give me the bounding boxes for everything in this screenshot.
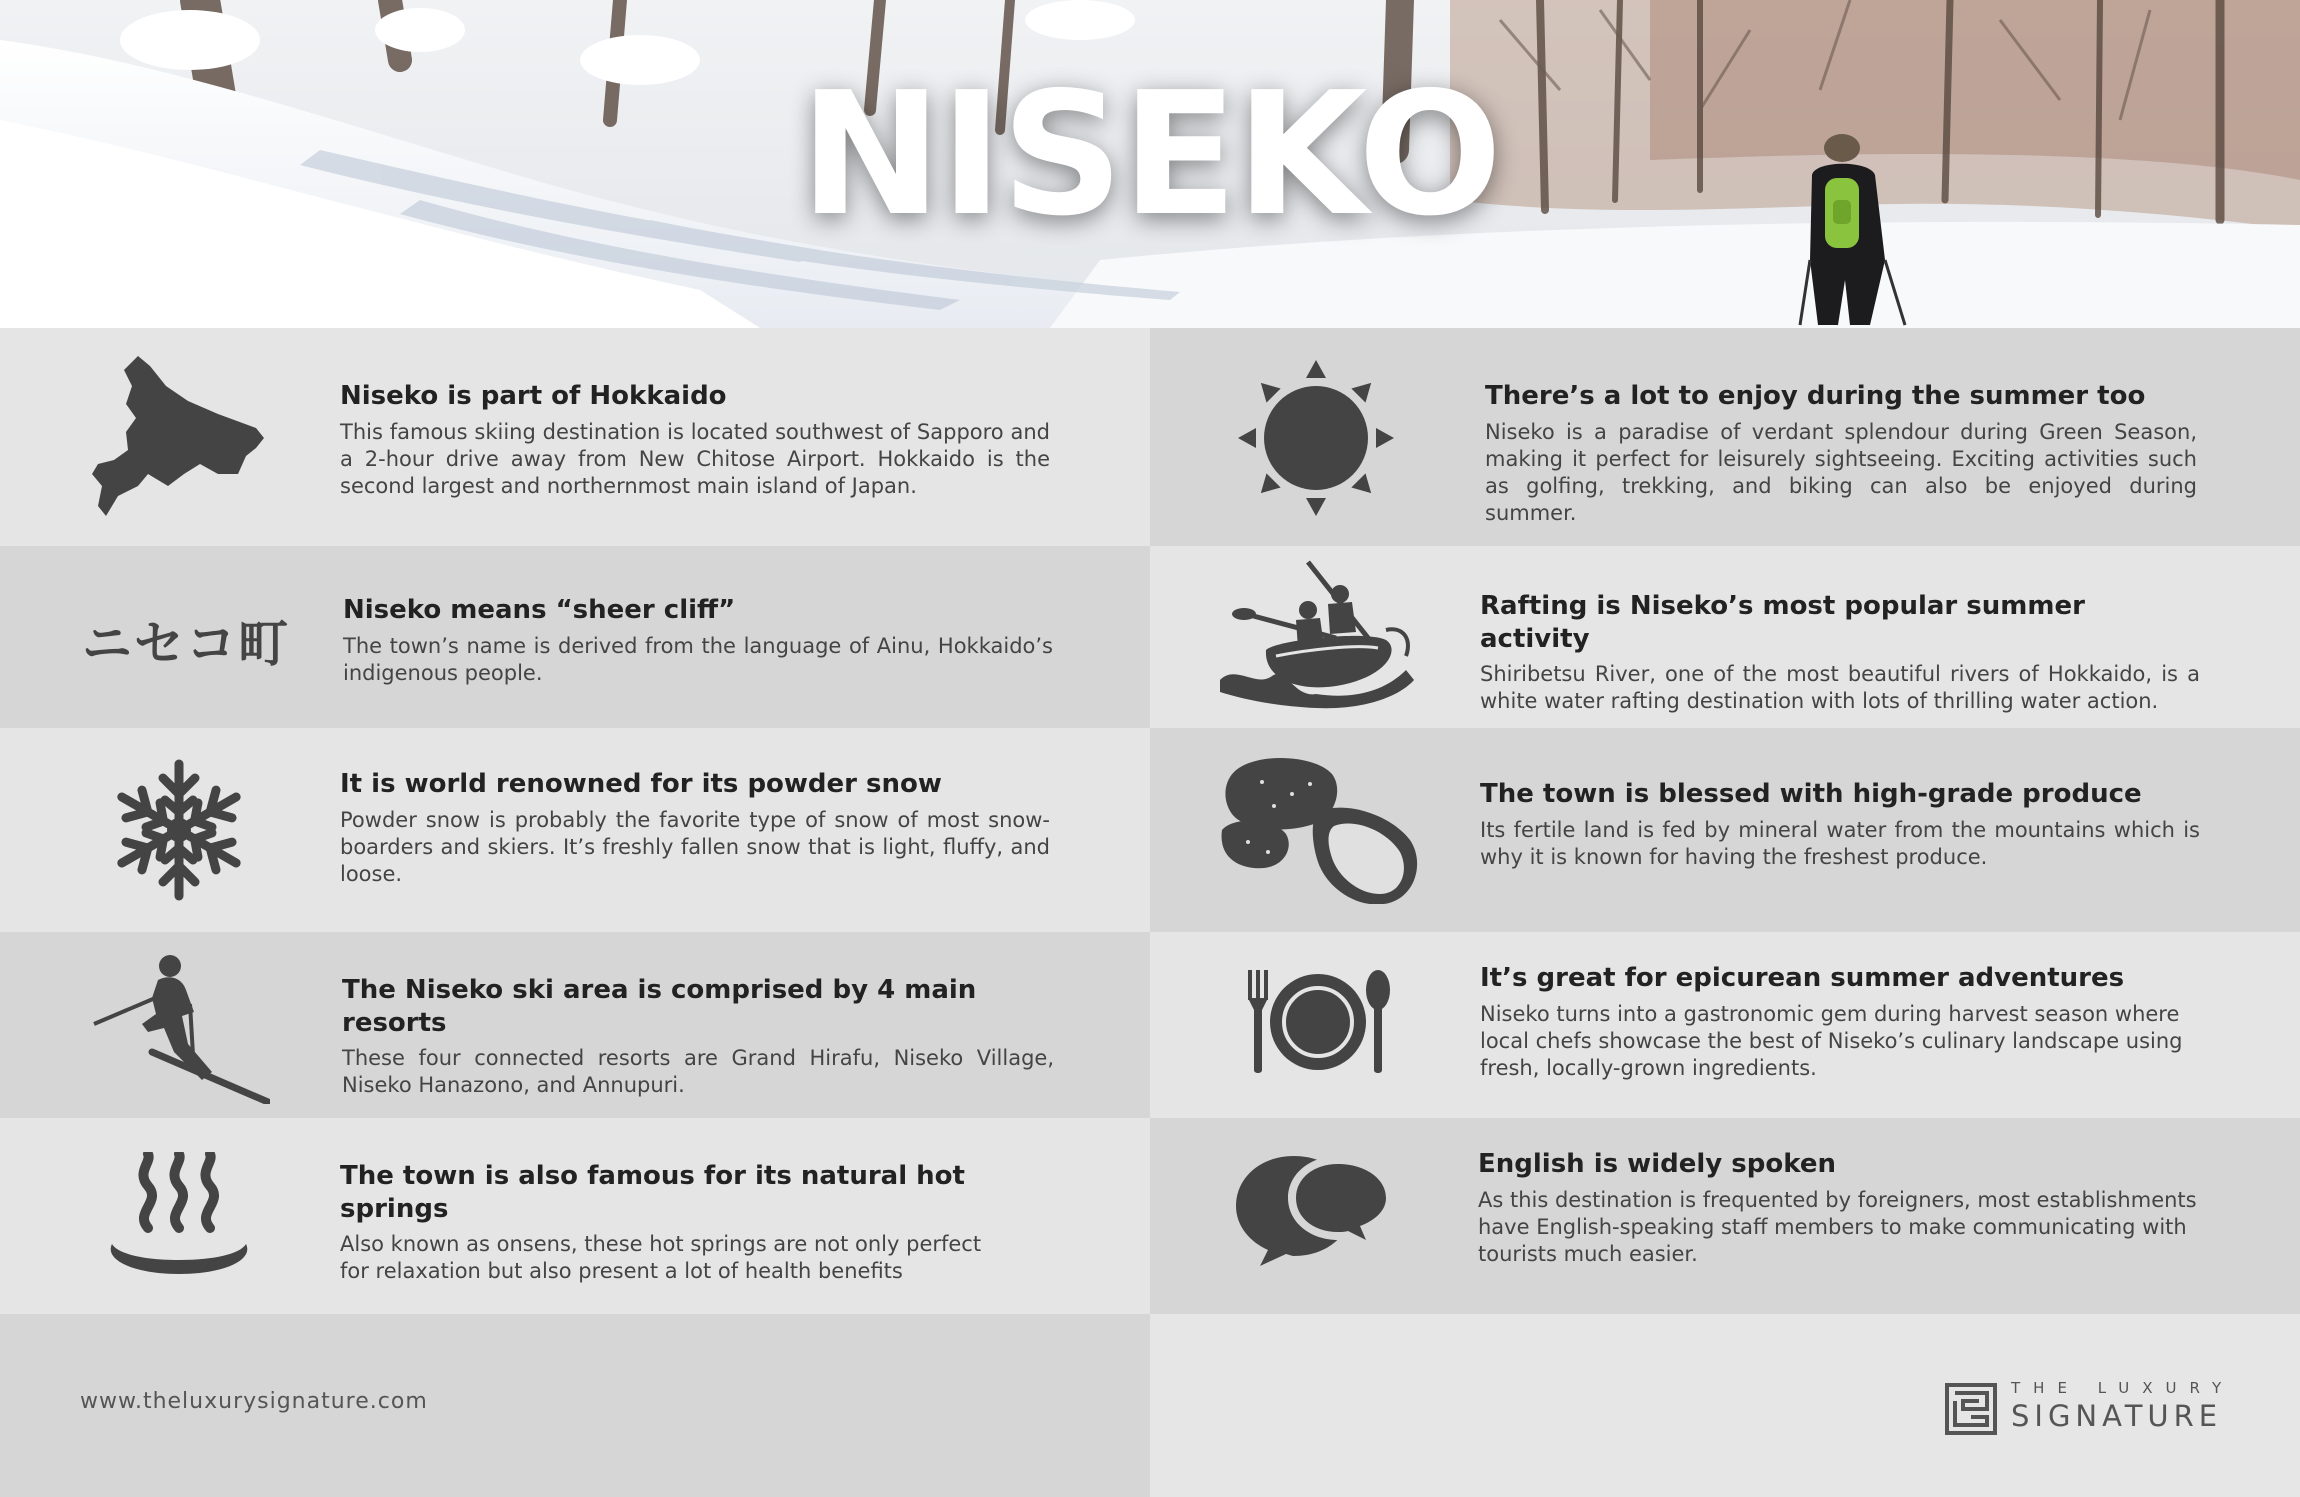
fact-heading: Niseko means “sheer cliff” xyxy=(343,595,736,625)
fact-heading: The town is blessed with high-grade produce xyxy=(1480,779,2142,809)
sun-icon xyxy=(1236,360,1396,516)
fact-heading: It’s great for epicurean summer adventures xyxy=(1480,963,2125,993)
fact-text xyxy=(340,1160,1060,1285)
skier-icon xyxy=(90,954,270,1104)
fact-text xyxy=(1480,590,2200,715)
snowflake-icon xyxy=(113,758,245,903)
right-facts-column xyxy=(1150,328,2300,1314)
fact-text xyxy=(1478,1148,2200,1268)
kanji-niseko: ニセコ町 xyxy=(82,615,290,673)
fact-description: Shiribetsu River, one of the most beautiful rivers of Hokkaido, is a white water rafting destination with lots of thrilling water action. xyxy=(1480,662,2200,713)
fact-description: This famous skiing destination is located southwest of Sapporo and a 2-hour drive away from New Chitose Airport. Hokkaido is the second largest and northernmost main island of Japan. xyxy=(340,419,1050,498)
fact-row xyxy=(1150,546,2300,728)
hot-spring-icon xyxy=(104,1152,254,1274)
brand-tagline: THE LUXURY xyxy=(2011,1379,2235,1397)
fact-heading: The town is also famous for its natural hot springs xyxy=(340,1161,965,1224)
fact-description: Powder snow is probably the favorite type of snow of most snow-boarders and skiers. It’s freshly fallen snow that is light, fluffy, and loose. xyxy=(340,807,1050,886)
fact-description: As this destination is frequented by foreigners, most establishments have English-speaking staff members to make communicating with tourists much easier. xyxy=(1478,1187,2197,1266)
fact-row xyxy=(0,328,1150,546)
hokkaido-map-icon xyxy=(88,356,268,516)
fact-text xyxy=(1480,778,2200,871)
fact-heading: It is world renowned for its powder snow xyxy=(340,769,942,799)
rafting-icon xyxy=(1216,560,1416,710)
fact-row xyxy=(0,728,1150,932)
fact-row xyxy=(1150,728,2300,932)
fact-description: The town’s name is derived from the language of Ainu, Hokkaido’s indigenous people. xyxy=(343,633,1053,685)
speech-bubbles-icon xyxy=(1234,1152,1396,1268)
fact-description: Niseko is a paradise of verdant splendour during Green Season, making it perfect for leisurely sightseeing. Exciting activities such as golfing, trekking, and biking can also be enjoyed during summer. xyxy=(1485,419,2197,525)
footer-left xyxy=(0,1314,1150,1497)
fact-description: Its fertile land is fed by mineral water from the mountains which is why it is known for having the freshest produce. xyxy=(1480,817,2200,869)
fact-description: These four connected resorts are Grand Hirafu, Niseko Village, Niseko Hanazono, and Annupuri. xyxy=(342,1046,1054,1097)
fact-text xyxy=(343,594,1053,687)
fact-heading: English is widely spoken xyxy=(1478,1149,1836,1179)
potato-icon xyxy=(1214,754,1424,904)
hero-banner xyxy=(0,0,2300,328)
fact-row xyxy=(1150,328,2300,546)
fact-text xyxy=(1480,962,2200,1082)
plate-cutlery-icon xyxy=(1246,970,1392,1074)
fact-text xyxy=(342,974,1054,1099)
fact-heading: Rafting is Niseko’s most popular summer activity xyxy=(1480,591,2085,654)
fact-row xyxy=(1150,1118,2300,1314)
page-title: NISEKO xyxy=(799,56,1501,254)
brand-logo xyxy=(1945,1379,2235,1439)
fact-row xyxy=(0,932,1150,1118)
footer-right xyxy=(1150,1314,2300,1497)
fact-text xyxy=(340,380,1050,500)
fact-row xyxy=(1150,932,2300,1118)
fact-row xyxy=(0,1118,1150,1314)
brand-maze-icon xyxy=(1945,1383,1997,1435)
fact-heading: There’s a lot to enjoy during the summer too xyxy=(1485,381,2146,411)
fact-text xyxy=(1485,380,2197,527)
fact-row xyxy=(0,546,1150,728)
fact-description: Niseko turns into a gastronomic gem during harvest season where local chefs showcase the best of Niseko’s culinary landscape using fresh, locally-grown ingredients. xyxy=(1480,1001,2183,1080)
fact-text xyxy=(340,768,1050,888)
left-facts-column xyxy=(0,328,1150,1314)
brand-name: SIGNATURE xyxy=(2011,1399,2223,1433)
fact-description: Also known as onsens, these hot springs are not only perfect for relaxation but also present a lot of health benefits xyxy=(340,1232,982,1283)
fact-heading: The Niseko ski area is comprised by 4 main resorts xyxy=(342,975,977,1038)
fact-heading: Niseko is part of Hokkaido xyxy=(340,381,727,411)
website-link[interactable]: www.theluxurysignature.com xyxy=(80,1389,428,1414)
